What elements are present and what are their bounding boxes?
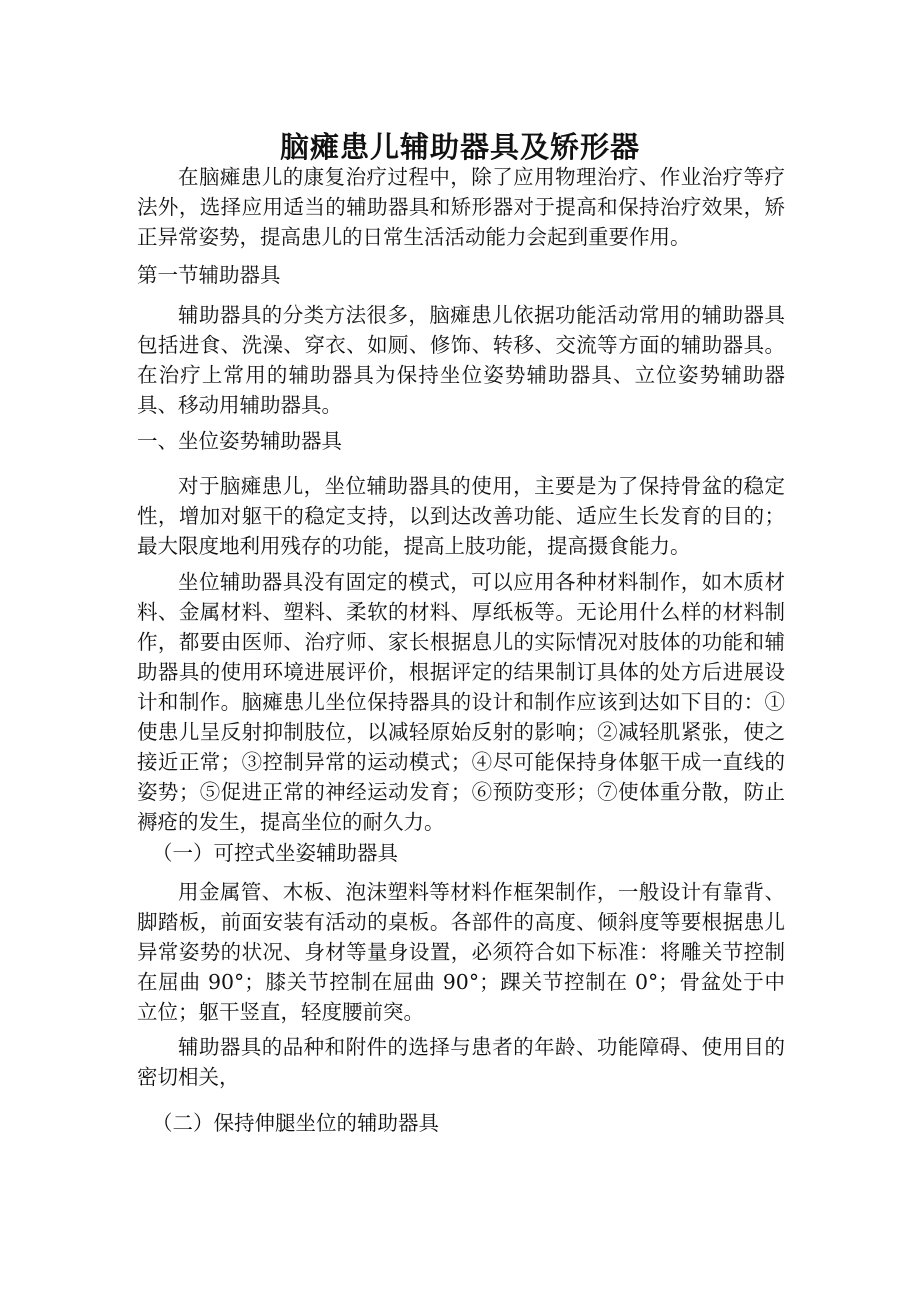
subsection1-paragraph-2: 坐位辅助器具没有固定的模式，可以应用各种材料制作，如木质材料、金属材料、塑料、柔软的材料、厚纸板等。无论用什么样的材料制作，都要由医师、治疗师、家长根据息儿的实际情况对肢体的功能和辅助器具的使用环境进展评价，根据评定的结果制订具体的处方后进展设计和制作。脑瘫患儿坐位保持器具的设计和制作应该到达如下目的：①使患儿呈反射抑制肢位，以减轻原始反射的影响；②减轻肌紧张，使之接近正常；③控制异常的运动模式；④尽可能保持身体躯干成一直线的姿势；⑤促进正常的神经运动发育；⑥预防变形；⑦使体重分散，防止褥疮的发生，提高坐位的耐久力。 bbox=[137, 570, 785, 834]
subsection1-paragraph-1: 对于脑瘫患儿，坐位辅助器具的使用，主要是为了保持骨盆的稳定性，增加对躯干的稳定支持，以到达改善功能、适应生长发育的目的；最大限度地利用残存的功能，提高上肢功能，提高摄食能力。 bbox=[137, 474, 785, 558]
item1-paragraph-2: 辅助器具的品种和附件的选择与患者的年龄、功能障碍、使用目的密切相关， bbox=[137, 1035, 785, 1089]
section-heading-1: 第一节辅助器具 bbox=[137, 263, 281, 287]
intro-paragraph: 在脑瘫患儿的康复治疗过程中，除了应用物理治疗、作业治疗等疗法外，选择应用适当的辅助器具和矫形器对于提高和保持治疗效果，矫正异常姿势，提高患儿的日常生活活动能力会起到重要作用。 bbox=[137, 165, 785, 249]
document-title: 脑瘫患儿辅助器具及矫形器 bbox=[279, 130, 640, 165]
section1-paragraph: 辅助器具的分类方法很多，脑瘫患儿依据功能活动常用的辅助器具包括进食、洗澡、穿衣、如厕、修饰、转移、交流等方面的辅助器具。在治疗上常用的辅助器具为保持坐位姿势辅助器具、立位姿势辅助器具、移动用辅助器具。 bbox=[137, 303, 785, 417]
subsection-heading-1: 一、坐位姿势辅助器具 bbox=[137, 429, 342, 453]
item1-paragraph-1: 用金属管、木板、泡沫塑料等材料作框架制作，一般设计有靠背、脚踏板，前面安装有活动的桌板。各部件的高度、倾斜度等要根据患儿异常姿势的状况、身材等量身设置，必须符合如下标准：将雕关节控制在屈曲 90°；膝关节控制在屈曲 90°；踝关节控制在 0°；骨盆处于中立位；躯干竖直，轻度腰前突。 bbox=[137, 880, 785, 1024]
item-heading-1: （一）可控式坐姿辅助器具 bbox=[152, 841, 398, 865]
item-heading-2: （二）保持伸腿坐位的辅助器具 bbox=[152, 1111, 439, 1135]
